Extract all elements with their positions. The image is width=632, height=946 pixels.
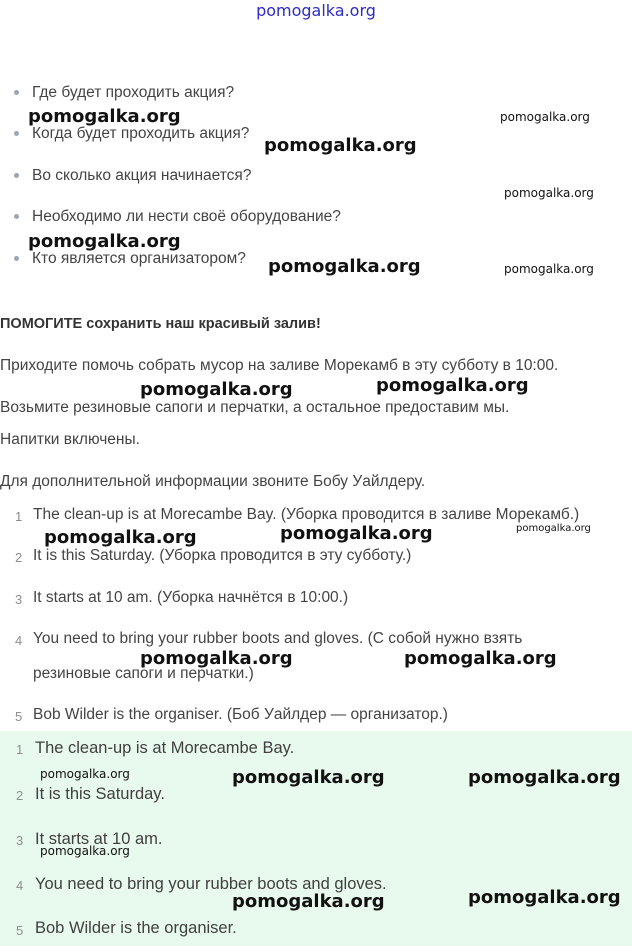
watermark: pomogalka.org — [404, 648, 557, 669]
item-number: 5 — [16, 923, 24, 938]
item-number: 4 — [16, 878, 24, 893]
question-text: Где будет проходить акция? — [32, 84, 235, 101]
list-item — [14, 167, 251, 185]
item-number: 4 — [15, 633, 23, 648]
question-text: Когда будет проходить акция? — [32, 125, 250, 142]
translated-answer: You need to bring your rubber boots and gloves. (С собой нужно взять — [33, 630, 523, 647]
watermark: pomogalka.org — [140, 648, 293, 669]
bullet-icon — [14, 90, 19, 95]
answer-text: It is this Saturday. — [35, 785, 165, 803]
watermark: pomogalka.org — [280, 523, 433, 544]
list-item — [14, 125, 249, 143]
answer-text: The clean-up is at Morecambe Bay. — [35, 739, 295, 757]
watermark: pomogalka.org — [232, 767, 385, 788]
list-item — [14, 250, 246, 268]
watermark: pomogalka.org — [500, 110, 590, 124]
translated-answer: Bob Wilder is the organiser. (Боб Уайлдер — организатор.) — [33, 706, 448, 723]
item-number: 3 — [15, 592, 23, 607]
bullet-icon — [14, 214, 19, 219]
watermark: pomogalka.org — [468, 767, 621, 788]
answer-text: Bob Wilder is the organiser. — [35, 919, 237, 937]
translated-answer-continued: резиновые сапоги и перчатки.) — [33, 665, 254, 682]
answers-block — [0, 731, 632, 946]
item-number: 1 — [16, 742, 24, 757]
item-number: 2 — [15, 550, 23, 565]
notice-line: Приходите помочь собрать мусор на заливе Морекамб в эту субботу в 10:00. — [0, 357, 559, 374]
bullet-icon — [14, 131, 19, 136]
watermark: pomogalka.org — [516, 523, 591, 534]
translated-answer: It is this Saturday. (Уборка проводится в эту субботу.) — [33, 547, 412, 564]
question-text: Во сколько акция начинается? — [32, 167, 252, 184]
item-number: 1 — [15, 509, 23, 524]
watermark: pomogalka.org — [376, 375, 529, 396]
watermark: pomogalka.org — [232, 891, 385, 912]
header-watermark: pomogalka.org — [256, 1, 376, 20]
bullet-icon — [14, 256, 19, 261]
watermark: pomogalka.org — [40, 844, 130, 858]
watermark: pomogalka.org — [268, 256, 421, 277]
notice-line: Для дополнительной информации звоните Бобу Уайлдеру. — [0, 473, 426, 490]
watermark: pomogalka.org — [40, 767, 130, 781]
watermark: pomogalka.org — [264, 135, 417, 156]
watermark: pomogalka.org — [28, 231, 181, 252]
watermark: pomogalka.org — [504, 186, 594, 200]
question-text: Кто является организатором? — [32, 250, 246, 267]
translated-answer: It starts at 10 am. (Уборка начнётся в 10:00.) — [33, 589, 349, 606]
watermark: pomogalka.org — [140, 379, 293, 400]
watermark: pomogalka.org — [28, 106, 181, 127]
question-text: Необходимо ли нести своё оборудование? — [32, 208, 341, 225]
notice-line: Возьмите резиновые сапоги и перчатки, а остальное предоставим мы. — [0, 399, 510, 416]
notice-heading: ПОМОГИТЕ сохранить наш красивый залив! — [0, 316, 321, 332]
watermark: pomogalka.org — [504, 262, 594, 276]
item-number: 3 — [16, 833, 24, 848]
item-number: 5 — [15, 709, 23, 724]
answer-text: It starts at 10 am. — [35, 830, 163, 848]
bullet-icon — [14, 173, 19, 178]
list-item — [14, 208, 341, 226]
watermark: pomogalka.org — [468, 887, 621, 908]
item-number: 2 — [16, 788, 24, 803]
list-item — [14, 84, 234, 102]
watermark: pomogalka.org — [44, 527, 197, 548]
answer-text: You need to bring your rubber boots and gloves. — [35, 875, 387, 893]
notice-line: Напитки включены. — [0, 431, 140, 448]
translated-answer: The clean-up is at Morecambe Bay. (Уборка проводится в заливе Морекамб.) — [33, 506, 580, 523]
